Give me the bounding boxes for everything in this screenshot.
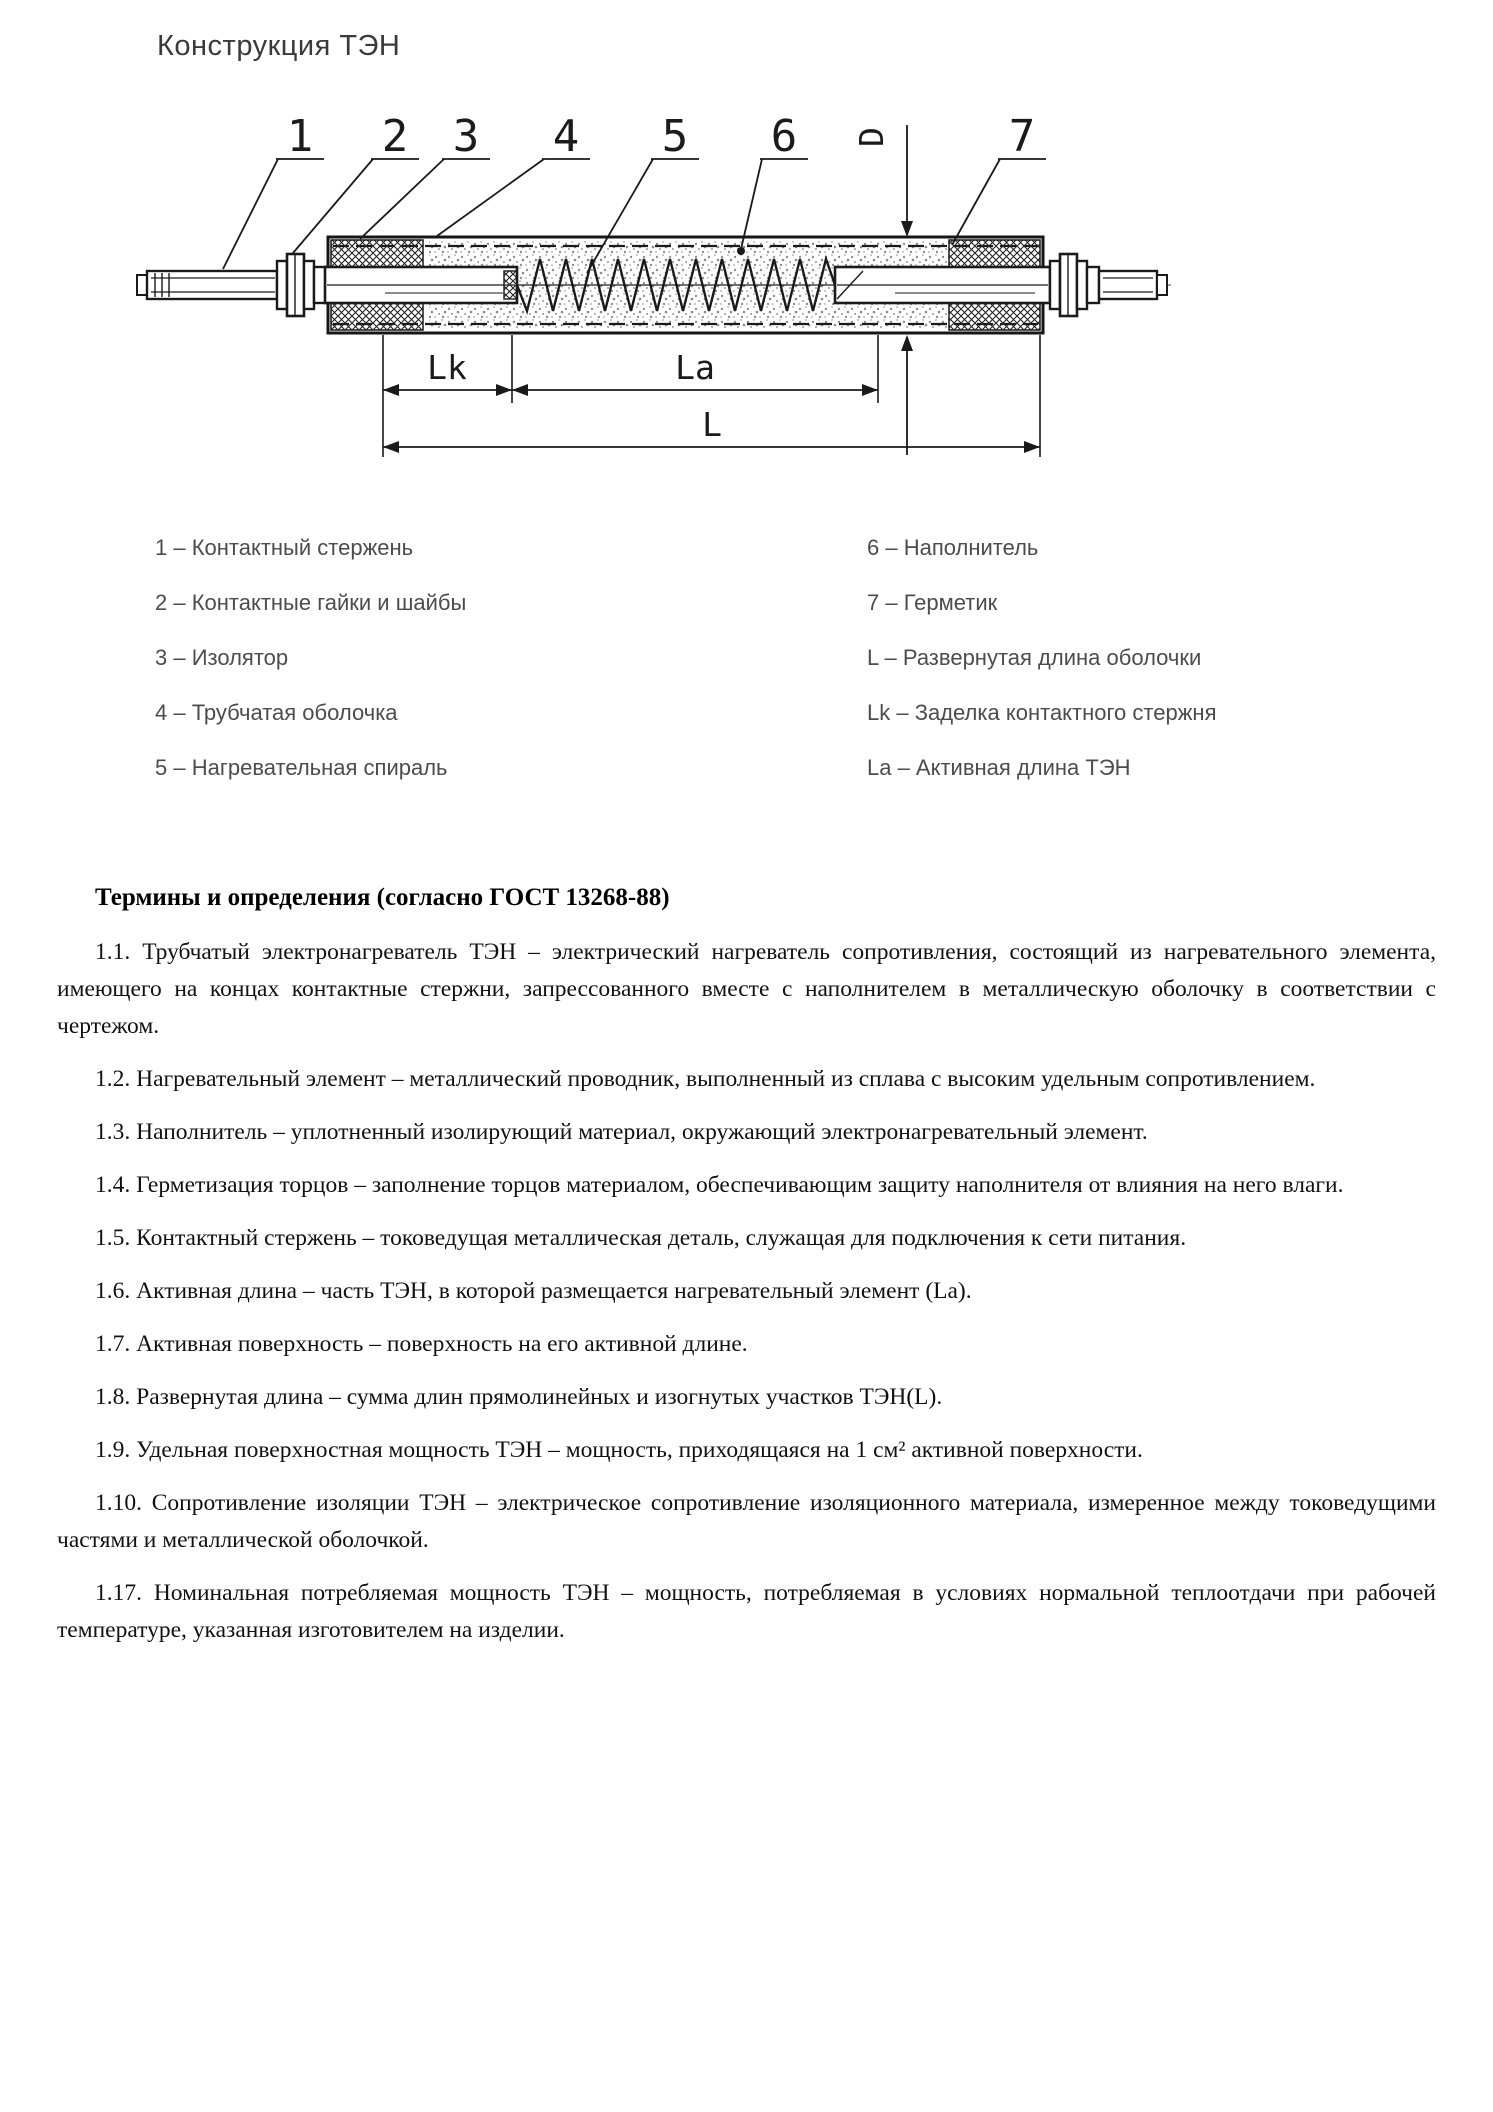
right-inner-rod	[835, 267, 1050, 303]
drawing-title: Конструкция ТЭН	[157, 30, 401, 62]
dimension-lk	[383, 348, 512, 396]
dim-label-l: L	[702, 405, 722, 444]
right-nuts-washers	[1050, 254, 1099, 316]
legend-item-l: L – Развернутая длина оболочки	[867, 645, 1202, 670]
dim-label-la: La	[675, 348, 715, 387]
dim-label-d: D	[852, 127, 891, 147]
terms-section	[57, 884, 1436, 1665]
ten-drawing-svg	[135, 85, 1175, 465]
term-paragraph-1-3: 1.3. Наполнитель – уплотненный изолирующий материал, окружающий электронагревательный элемент.	[95, 1119, 1148, 1145]
right-contact-rod	[1099, 271, 1167, 299]
term-paragraph-1-4: 1.4. Герметизация торцов – заполнение торцов материалом, обеспечивающим защиту наполнителя от влияния на него влаги.	[95, 1172, 1344, 1198]
left-contact-rod	[137, 271, 277, 299]
legend-item-6: 6 – Наполнитель	[867, 535, 1039, 560]
legend-item-4: 4 – Трубчатая оболочка	[155, 700, 398, 725]
term-paragraph-1-2: 1.2. Нагревательный элемент – металлический проводник, выполненный из сплава с высоким удельным сопротивлением.	[95, 1066, 1316, 1092]
legend-item-3: 3 – Изолятор	[155, 645, 289, 670]
callout-7: 7	[1008, 111, 1036, 162]
term-paragraph-1-6: 1.6. Активная длина – часть ТЭН, в которой размещается нагревательный элемент (La).	[95, 1278, 972, 1304]
legend-item-7: 7 – Герметик	[867, 590, 998, 615]
callout-5: 5	[661, 111, 689, 162]
dimension-la	[512, 348, 878, 396]
term-paragraph-1-17: 1.17. Номинальная потребляемая мощность ТЭН – мощность, потребляемая в условиях нормальной теплоотдачи при рабочей температуре, указанная изготовителем на изделии.	[57, 1580, 1436, 1643]
term-paragraph-1-1: 1.1. Трубчатый электронагреватель ТЭН – электрический нагреватель сопротивления, состоящий из нагревательного элемента, имеющего на концах контактные стержни, запрессованного вместе с наполнителем в металлическую оболочку в соответствии с чертежом.	[57, 939, 1436, 1039]
legend-item-5: 5 – Нагревательная спираль	[155, 755, 448, 780]
legend-item-1: 1 – Контактный стержень	[155, 535, 414, 560]
left-nuts-washers	[277, 254, 328, 316]
callout-2: 2	[381, 111, 409, 162]
dimension-l	[383, 405, 1040, 453]
legend-item-la: La – Активная длина ТЭН	[867, 755, 1131, 780]
dim-label-lk: Lk	[427, 348, 467, 387]
left-inner-rod	[325, 267, 517, 303]
callout-3: 3	[452, 111, 480, 162]
callout-1: 1	[286, 111, 314, 162]
callout-4: 4	[552, 111, 580, 162]
term-paragraph-1-8: 1.8. Развернутая длина – сумма длин прямолинейных и изогнутых участков ТЭН(L).	[95, 1384, 943, 1410]
legend-item-2: 2 – Контактные гайки и шайбы	[155, 590, 467, 615]
term-paragraph-1-7: 1.7. Активная поверхность – поверхность на его активной длине.	[95, 1331, 748, 1357]
term-paragraph-1-10: 1.10. Сопротивление изоляции ТЭН – электрическое сопротивление изоляционного материала, измеренное между токоведущими частями и металлической оболочкой.	[57, 1490, 1436, 1553]
legend-item-lk: Lk – Заделка контактного стержня	[867, 700, 1217, 725]
terms-heading: Термины и определения (согласно ГОСТ 13268-88)	[95, 884, 670, 911]
ten-construction-drawing	[135, 85, 1175, 465]
callout-6: 6	[770, 111, 798, 162]
term-paragraph-1-5: 1.5. Контактный стержень – токоведущая металлическая деталь, служащая для подключения к сети питания.	[95, 1225, 1187, 1251]
term-paragraph-1-9: 1.9. Удельная поверхностная мощность ТЭН – мощность, приходящаяся на 1 см² активной поверхности.	[95, 1437, 1143, 1463]
